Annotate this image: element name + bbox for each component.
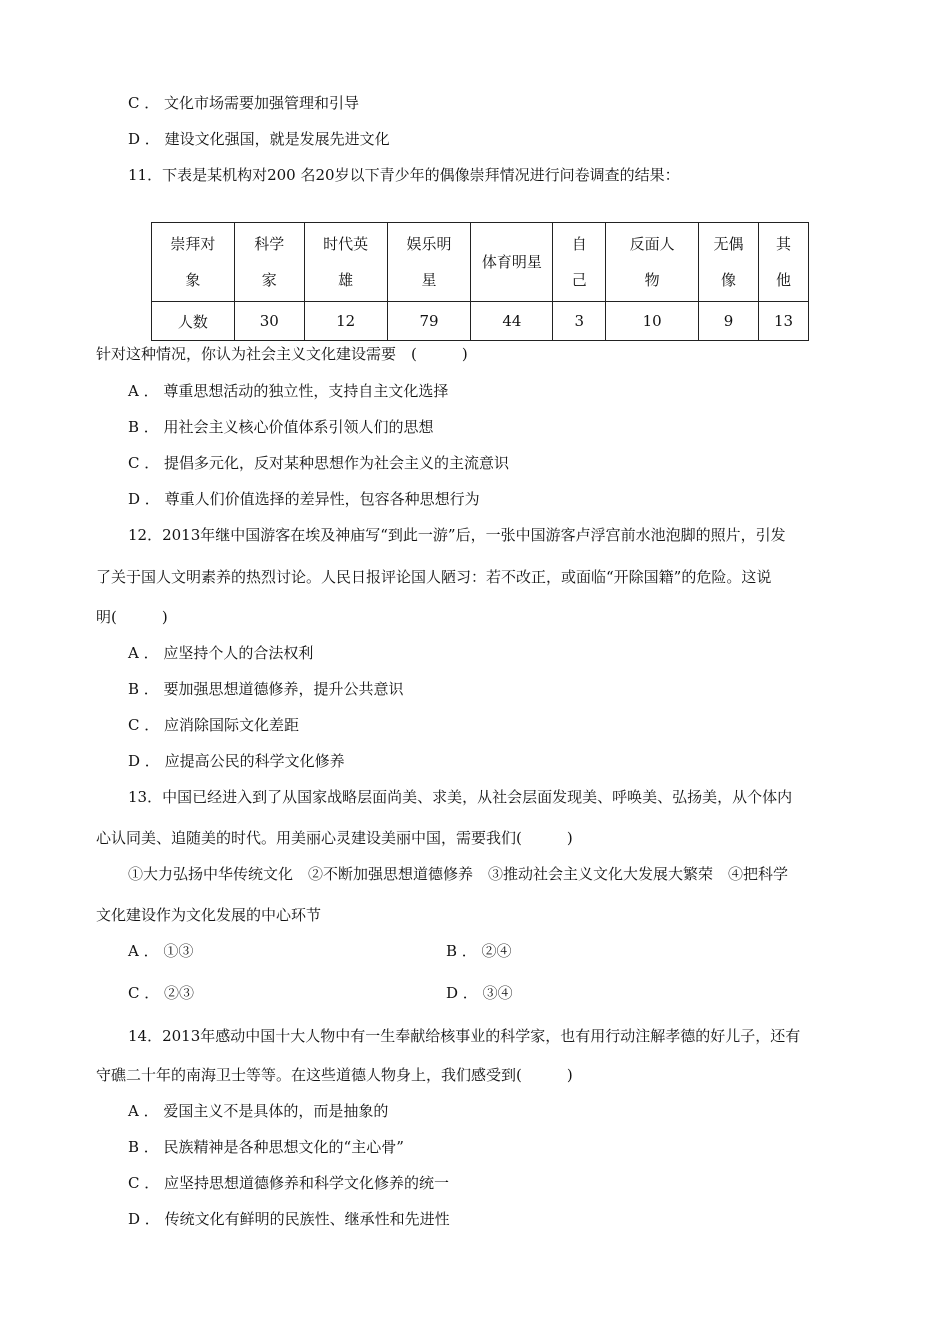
q11-prompt: 针对这种情况，你认为社会主义文化建设需要 ( ) <box>96 345 468 363</box>
table-header-cell: 科学 家 <box>234 223 304 302</box>
q13-stem-line1: 13．中国已经进入到了从国家战略层面尚美、求美，从社会层面发现美、呼唤美、弘扬美，从个体内 <box>128 788 793 806</box>
table-header-cell: 时代英 雄 <box>304 223 387 302</box>
q14-option-c: C ． 应坚持思想道德修养和科学文化修养的统一 <box>128 1174 450 1192</box>
q14-option-b: B ． 民族精神是各种思想文化的“主心骨” <box>128 1138 404 1156</box>
table-count-label: 人数 <box>152 302 235 341</box>
q12-stem-line1: 12．2013年继中国游客在埃及神庙写“到此一游”后，一张中国游客卢浮宫前水池泡脚的照片，引发 <box>128 526 786 544</box>
table-cell: 79 <box>387 302 471 341</box>
q13-option-d: D ． ③④ <box>446 984 513 1002</box>
table-cell: 10 <box>606 302 699 341</box>
q11-option-b: B ． 用社会主义核心价值体系引领人们的思想 <box>128 418 434 436</box>
q14-option-a: A ． 爱国主义不是具体的，而是抽象的 <box>128 1102 389 1120</box>
q10-option-c: C ． 文化市场需要加强管理和引导 <box>128 94 360 112</box>
table-row <box>152 302 809 341</box>
q12-stem-line2: 了关于国人文明素养的热烈讨论。人民日报评论国人陋习：若不改正，或面临“开除国籍”的危险。这说 <box>96 568 772 586</box>
q12-stem-line3: 明( ) <box>96 608 168 626</box>
table-cell: 30 <box>234 302 304 341</box>
table-row-label: 崇拜对 象 <box>152 223 235 302</box>
q10-option-d: D ． 建设文化强国，就是发展先进文化 <box>128 130 390 148</box>
table-cell: 13 <box>759 302 809 341</box>
table-cell: 9 <box>699 302 759 341</box>
q14-stem-line1: 14．2013年感动中国十大人物中有一生奉献给核事业的科学家，也有用行动注解孝德的好儿子，还有 <box>128 1027 801 1045</box>
table-header-cell: 体育明星 <box>471 223 553 302</box>
q13-option-c: C ． ②③ <box>128 984 195 1002</box>
q11-option-a: A ． 尊重思想活动的独立性，支持自主文化选择 <box>128 382 449 400</box>
q11-stem: 11．下表是某机构对200 名20岁以下青少年的偶像崇拜情况进行问卷调查的结果： <box>128 166 680 184</box>
q14-stem-line2: 守礁二十年的南海卫士等等。在这些道德人物身上，我们感受到( ) <box>96 1066 573 1084</box>
table-header-cell: 其 他 <box>759 223 809 302</box>
q12-option-b: B ． 要加强思想道德修养，提升公共意识 <box>128 680 404 698</box>
q14-option-d: D ． 传统文化有鲜明的民族性、继承性和先进性 <box>128 1210 450 1228</box>
table-cell: 44 <box>471 302 553 341</box>
table-cell: 3 <box>553 302 606 341</box>
q11-option-c: C ． 提倡多元化，反对某种思想作为社会主义的主流意识 <box>128 454 510 472</box>
survey-table <box>151 222 809 341</box>
table-cell: 12 <box>304 302 387 341</box>
table-header-row <box>152 223 809 302</box>
q12-option-d: D ． 应提高公民的科学文化修养 <box>128 752 345 770</box>
table-header-cell: 自 己 <box>553 223 606 302</box>
q13-option-a: A ． ①③ <box>128 942 194 960</box>
table-header-cell: 无偶 像 <box>699 223 759 302</box>
q13-stem-line2: 心认同美、追随美的时代。用美丽心灵建设美丽中国，需要我们( ) <box>96 829 573 847</box>
q13-items-line2: 文化建设作为文化发展的中心环节 <box>96 906 322 924</box>
q11-option-d: D ． 尊重人们价值选择的差异性，包容各种思想行为 <box>128 490 480 508</box>
q12-option-c: C ． 应消除国际文化差距 <box>128 716 300 734</box>
q12-option-a: A ． 应坚持个人的合法权利 <box>128 644 314 662</box>
q13-option-b: B ． ②④ <box>446 942 512 960</box>
table-header-cell: 反面人 物 <box>606 223 699 302</box>
q13-items-line1: ①大力弘扬中华传统文化 ②不断加强思想道德修养 ③推动社会主义文化大发展大繁荣 ④把科学 <box>128 865 789 883</box>
table-header-cell: 娱乐明 星 <box>387 223 471 302</box>
